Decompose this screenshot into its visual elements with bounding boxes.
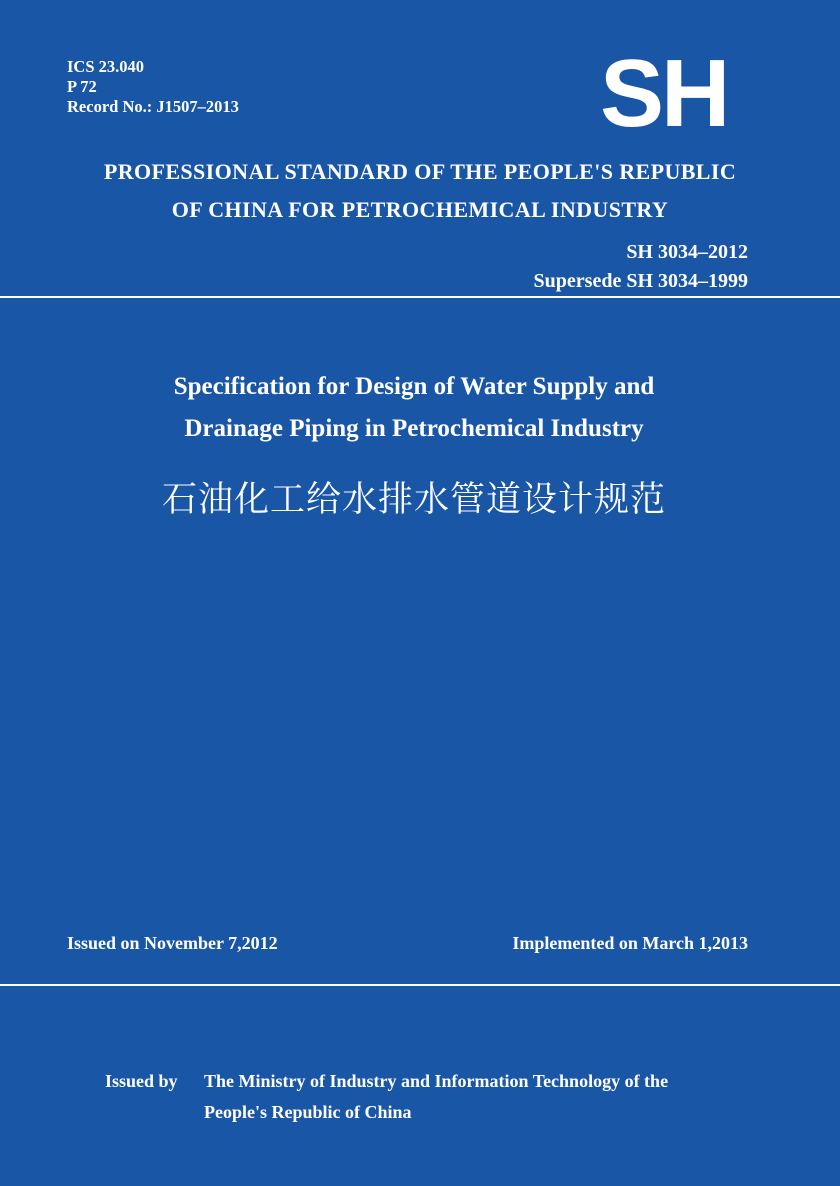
sh-logo: SH: [600, 40, 728, 147]
top-divider: [0, 296, 840, 298]
professional-standard-line-2: OF CHINA FOR PETROCHEMICAL INDUSTRY: [171, 197, 669, 222]
classification-code: P 72: [67, 77, 97, 96]
ics-code: ICS 23.040: [67, 57, 145, 76]
issuer-name: [204, 1066, 668, 1128]
english-title-line-2: Drainage Piping in Petrochemical Industry: [184, 415, 644, 442]
english-title-line-1: Specification for Design of Water Supply and: [173, 373, 655, 400]
english-title: [0, 366, 828, 450]
professional-standard-line-1: PROFESSIONAL STANDARD OF THE PEOPLE'S REPUBLIC: [103, 159, 737, 184]
issued-by-label: Issued by: [105, 1071, 178, 1091]
standard-number-block: [534, 238, 748, 296]
supersedes-code: Supersede SH 3034–1999: [533, 270, 748, 292]
bottom-divider: [0, 984, 840, 986]
implemented-date: Implemented on March 1,2013: [512, 933, 748, 953]
issued-date: Issued on November 7,2012: [67, 933, 278, 953]
chinese-title: 石油化工给水排水管道设计规范: [161, 480, 666, 520]
professional-standard-heading: [0, 153, 840, 229]
issuer-line-2: People's Republic of China: [204, 1102, 412, 1122]
record-number: Record No.: J1507–2013: [67, 97, 239, 116]
standard-code: SH 3034–2012: [626, 241, 748, 263]
catalog-info: [67, 57, 239, 117]
issuer-line-1: The Ministry of Industry and Information Technology of the: [204, 1071, 669, 1091]
